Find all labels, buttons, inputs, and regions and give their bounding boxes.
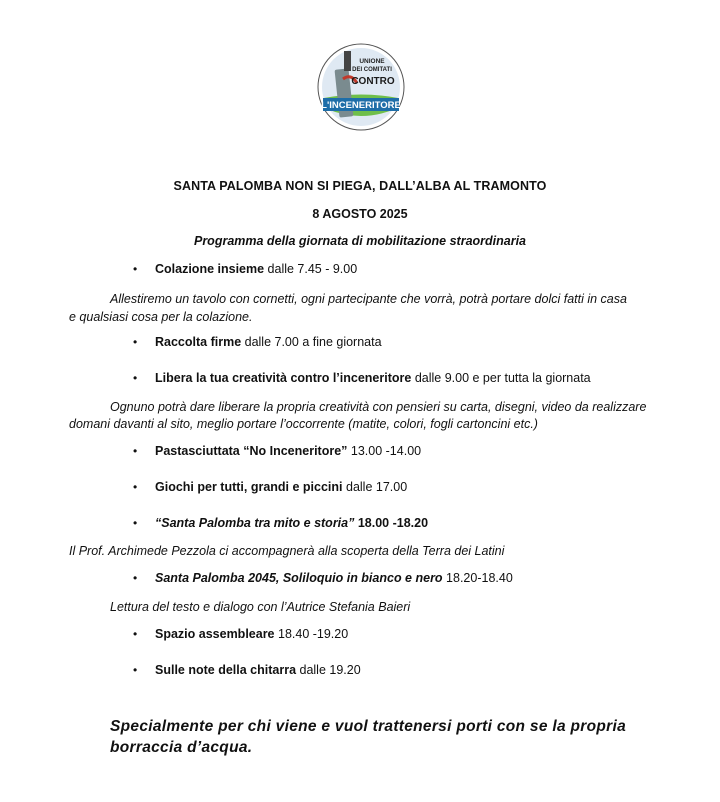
logo-graphic	[317, 43, 405, 131]
bullet-icon: •	[133, 444, 138, 458]
item-name: Raccolta firme	[155, 335, 242, 349]
logo-text-comitati: DEI COMITATI	[352, 67, 392, 73]
item-name: Colazione insieme	[155, 262, 265, 276]
bullet-icon: •	[133, 571, 138, 585]
item-time: 13.00 -14.00	[347, 444, 422, 458]
list-item-chitarra	[133, 663, 361, 677]
item-time: 18.00 -18.20	[354, 516, 429, 530]
item-name: Giochi per tutti, grandi e piccini	[155, 480, 343, 494]
bullet-icon: •	[133, 262, 138, 276]
list-item-creativita	[133, 371, 591, 385]
program-subtitle: Programma della giornata di mobilitazione straordinaria	[193, 234, 527, 248]
item-name: Pastasciuttata “No Inceneritore”	[155, 444, 348, 458]
paragraph-mito: Il Prof. Archimede Pezzola ci accompagnerà alla scoperta della Terra dei Latini	[69, 544, 505, 558]
list-item-mito-storia	[133, 516, 428, 530]
item-time: dalle 7.00 a fine giornata	[241, 335, 382, 349]
list-item-raccolta-firme	[133, 335, 382, 349]
page-title: SANTA PALOMBA NON SI PIEGA, DALL’ALBA AL TRAMONTO	[173, 179, 547, 193]
item-time: dalle 17.00	[342, 480, 408, 494]
bullet-icon: •	[133, 516, 138, 530]
item-time: dalle 9.00 e per tutta la giornata	[411, 371, 591, 385]
list-item-giochi	[133, 480, 407, 494]
footer-note	[110, 716, 670, 758]
list-item-colazione	[133, 262, 357, 276]
paragraph-soliloquio: Lettura del testo e dialogo con l’Autrice Stefania Baieri	[110, 600, 411, 614]
paragraph-colazione-line2: e qualsiasi cosa per la colazione.	[69, 310, 253, 324]
list-item-soliloquio	[133, 571, 513, 585]
item-name: Spazio assembleare	[155, 627, 275, 641]
logo-unione-comitati	[317, 43, 405, 131]
item-time: dalle 19.20	[296, 663, 361, 677]
paragraph-creativita-line2: domani davanti al sito, meglio portare l’occorrente (matite, colori, fogli cartoncini etc.)	[69, 417, 538, 431]
paragraph-creativita-line1: Ognuno potrà dare liberare la propria creatività con pensieri su carta, disegni, video da realizzare	[110, 400, 647, 414]
item-name: Libera la tua creatività contro l’inceneritore	[155, 371, 412, 385]
logo-text-contro: CONTRO	[351, 76, 395, 87]
footer-line2: borraccia d’acqua.	[110, 739, 253, 756]
footer-line1: Specialmente per chi viene e vuol trattenersi porti con se la propria	[110, 718, 626, 735]
event-date: 8 AGOSTO 2025	[312, 207, 408, 221]
bullet-icon: •	[133, 335, 138, 349]
bullet-icon: •	[133, 627, 138, 641]
bullet-icon: •	[133, 371, 138, 385]
bullet-icon: •	[133, 480, 138, 494]
list-item-spazio-assembleare	[133, 627, 348, 641]
bullet-icon: •	[133, 663, 138, 677]
item-time: dalle 7.45 - 9.00	[264, 262, 358, 276]
item-name: Santa Palomba 2045, Soliloquio in bianco e nero	[155, 571, 443, 585]
item-name: “Santa Palomba tra mito e storia”	[155, 516, 355, 530]
logo-text-unione: UNIONE	[359, 58, 385, 65]
item-time: 18.20-18.40	[442, 571, 513, 585]
logo-text-inceneritore: L'INCENERITORE	[321, 100, 401, 111]
paragraph-colazione-line1: Allestiremo un tavolo con cornetti, ogni partecipante che vorrà, potrà portare dolci fatti in casa	[110, 292, 627, 306]
item-name: Sulle note della chitarra	[155, 663, 297, 677]
list-item-pastasciuttata	[133, 444, 421, 458]
item-time: 18.40 -19.20	[274, 627, 349, 641]
